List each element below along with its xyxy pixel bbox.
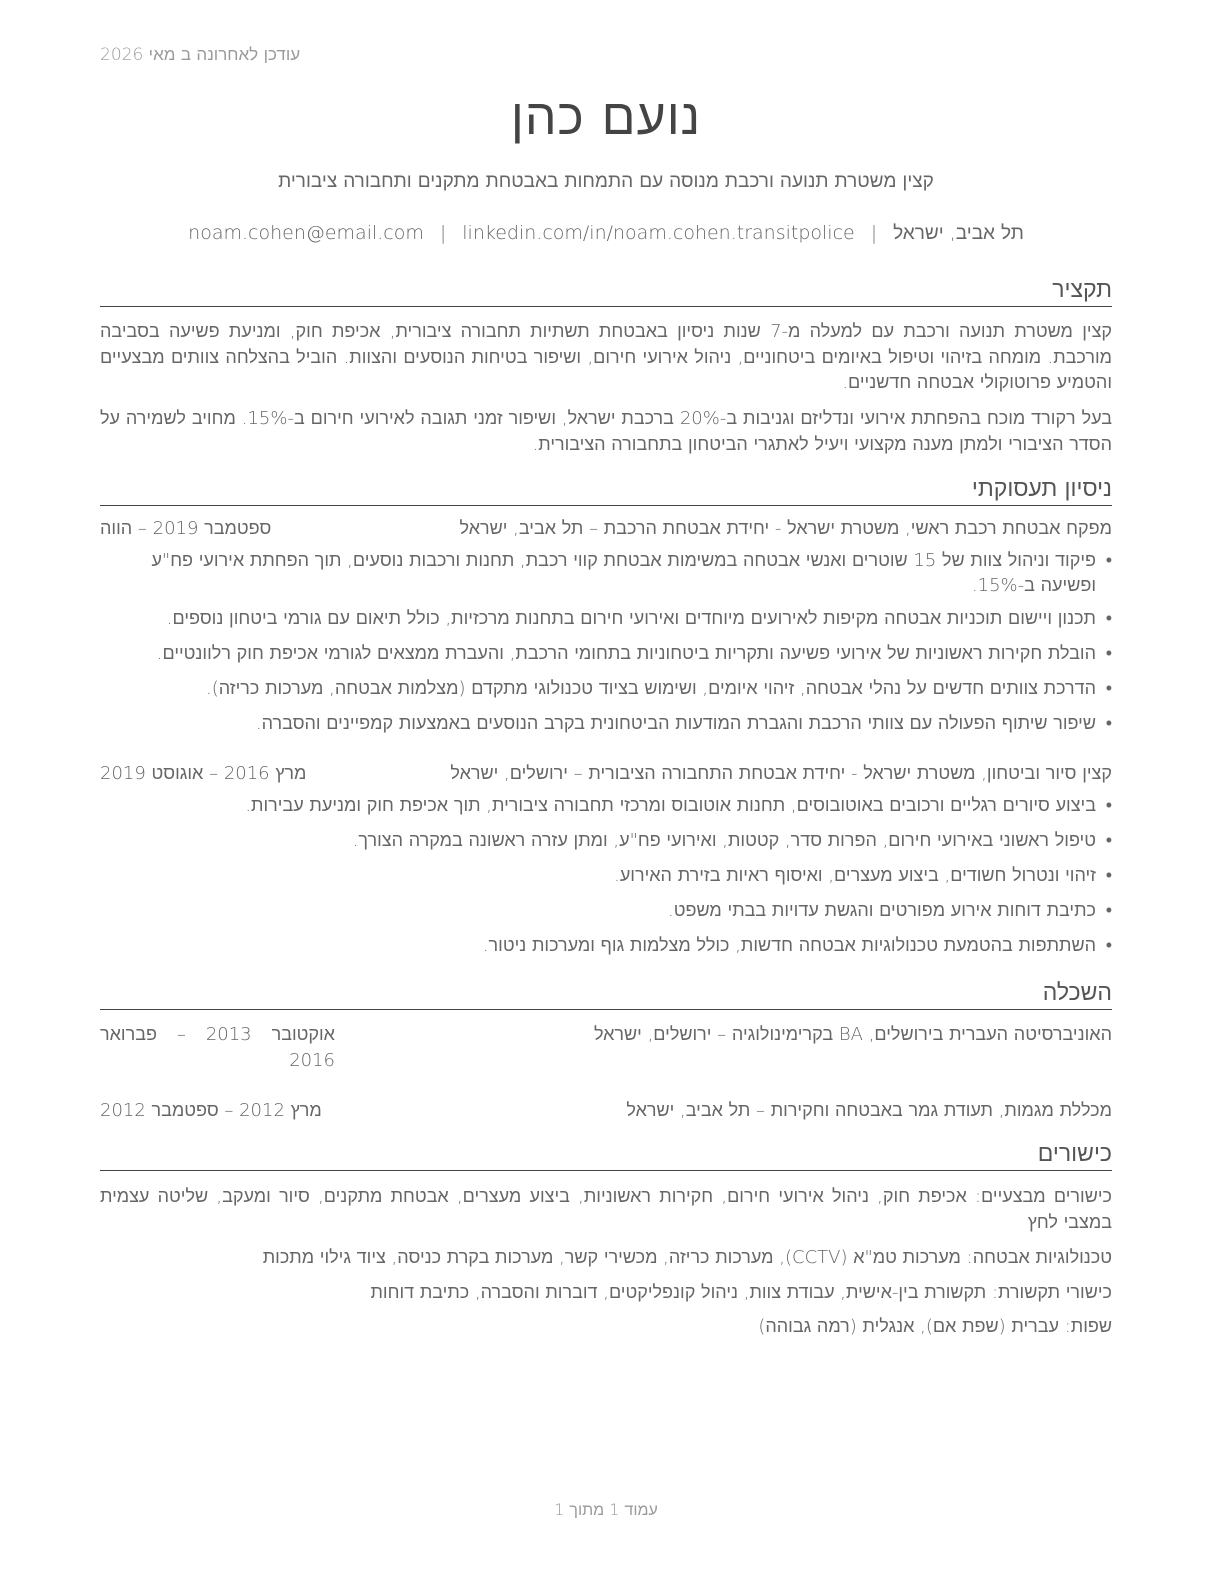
list-item: • תכנון ויישום תוכניות אבטחה מקיפות לאירועים מיוחדים ואירועי חירום בתחנות מרכזיות, כולל תיאום עם גורמי ביטחון נוספים. <box>100 606 1112 631</box>
separator: | <box>870 222 878 244</box>
last-updated: עודכן לאחרונה ב מאי 2026 <box>100 45 301 65</box>
skills-technology: טכנולוגיות אבטחה: מערכות טמ"א (CCTV), מערכות כריזה, מכשירי קשר, מערכות בקרת כניסה, ציוד גילוי מתכות <box>262 1247 1112 1268</box>
section-title-education: השכלה <box>100 979 1112 1010</box>
list-item: • כתיבת דוחות אירוע מפורטים והגשת עדויות בבתי משפט. <box>100 898 1112 923</box>
page-number: עמוד 1 מתוך 1 <box>554 1500 658 1519</box>
education-title: האוניברסיטה העברית בירושלים, BA בקרימינולוגיה – ירושלים, ישראל <box>593 1024 1112 1045</box>
job-bullets <box>100 793 1112 958</box>
list-item: • הדרכת צוותים חדשים על נהלי אבטחה, זיהוי איומים, ושימוש בציוד טכנולוגי מתקדם (מצלמות אבטחה, מערכות כריזה). <box>100 676 1112 701</box>
education-dates: אוקטובר 2013 – פברואר 2016 <box>100 1024 335 1071</box>
job-title: קצין סיור וביטחון, משטרת ישראל - יחידת אבטחת התחבורה הציבורית – ירושלים, ישראל <box>450 763 1112 784</box>
job-header <box>100 518 1112 544</box>
summary-paragraph-1: קצין משטרת תנועה ורכבת עם למעלה מ-7 שנות ניסיון באבטחת תשתיות תחבורה ציבורית, אכיפת חוק, ומניעת פשיעה בסביבה מורכבת. מומחה בזיהוי וטיפול באיומים ביטחוניים, ניהול אירועי חירום, ושיפור בטיחות הנוסעים והצוות. הוביל בהצלחה צוותים מבצעיים והטמיע פרוטוקולי אבטחה חדשניים. <box>100 321 1112 393</box>
list-item: • פיקוד וניהול צוות של 15 שוטרים ואנשי אבטחה במשימות אבטחת קווי רכבת, תחנות ורכבות נוסעים, תוך הפחתת אירועי פח"ע ופשיעה ב-15%. <box>100 548 1112 598</box>
email-link[interactable]: noam.cohen@email.com <box>188 222 424 244</box>
list-item: • הובלת חקירות ראשוניות של אירועי פשיעה ותקריות ביטחוניות בתחומי הרכבת, והעברת ממצאים לגורמי אכיפת חוק רלוונטיים. <box>100 641 1112 666</box>
summary-paragraph-2: בעל רקורד מוכח בהפחתת אירועי ונדליזם וגניבות ב-20% ברכבת ישראל, ושיפור זמני תגובה לאירועי חירום ב-15%. מחויב לשמירה על הסדר הציבורי ולמתן מענה מקצועי ויעיל לאתגרי הביטחון בתחבורה הציבורית. <box>100 408 1112 455</box>
contact-line <box>100 222 1112 245</box>
section-title-skills: כישורים <box>100 1140 1112 1171</box>
section-title-summary: תקציר <box>100 276 1112 307</box>
list-item: • שיפור שיתוף הפעולה עם צוותי הרכבת והגברת המודעות הביטחונית בקרב הנוסעים באמצעות קמפיינים והסברה. <box>100 711 1112 736</box>
job-title: מפקח אבטחת רכבת ראשי, משטרת ישראל - יחידת אבטחת הרכבת – תל אביב, ישראל <box>459 518 1112 539</box>
list-item: • טיפול ראשוני באירועי חירום, הפרות סדר, קטטות, ואירועי פח"ע, ומתן עזרה ראשונה במקרה הצורך. <box>100 828 1112 853</box>
location: תל אביב, ישראל <box>893 222 1024 244</box>
linkedin-link[interactable]: linkedin.com/in/noam.cohen.transitpolice <box>462 222 855 244</box>
skills-communication: כישורי תקשורת: תקשורת בין-אישית, עבודת צוות, ניהול קונפליקטים, דוברות והסברה, כתיבת דוחות <box>370 1282 1112 1303</box>
resume-page <box>100 0 1112 1584</box>
education-item <box>100 1098 1112 1124</box>
skills-operational: כישורים מבצעיים: אכיפת חוק, ניהול אירועי חירום, חקירות ראשוניות, ביצוע מעצרים, אבטחת מתקנים, סיור ומעקב, שליטה עצמית במצבי לחץ <box>100 1186 1112 1233</box>
education-title: מכללת מגמות, תעודת גמר באבטחה וחקירות – תל אביב, ישראל <box>626 1100 1112 1121</box>
job-dates: מרץ 2016 – אוגוסט 2019 <box>100 763 307 784</box>
candidate-name: נועם כהן <box>510 88 702 146</box>
education-dates: מרץ 2012 – ספטמבר 2012 <box>100 1100 322 1121</box>
job-header <box>100 763 1112 789</box>
headline: קצין משטרת תנועה ורכבת מנוסה עם התמחות באבטחת מתקנים ותחבורה ציבורית <box>278 170 934 192</box>
separator: | <box>439 222 447 244</box>
skills-languages: שפות: עברית (שפת אם), אנגלית (רמה גבוהה) <box>758 1316 1112 1337</box>
list-item: • זיהוי ונטרול חשודים, ביצוע מעצרים, ואיסוף ראיות בזירת האירוע. <box>100 863 1112 888</box>
job-bullets <box>100 548 1112 736</box>
job-dates: ספטמבר 2019 – הווה <box>100 518 272 539</box>
list-item: • ביצוע סיורים רגליים ורכובים באוטובוסים, תחנות אוטובוס ומרכזי תחבורה ציבורית, תוך אכיפת חוק ומניעת עבירות. <box>100 793 1112 818</box>
education-item <box>100 1022 1112 1074</box>
list-item: • השתתפות בהטמעת טכנולוגיות אבטחה חדשות, כולל מצלמות גוף ומערכות ניטור. <box>100 933 1112 958</box>
section-title-experience: ניסיון תעסוקתי <box>100 475 1112 506</box>
